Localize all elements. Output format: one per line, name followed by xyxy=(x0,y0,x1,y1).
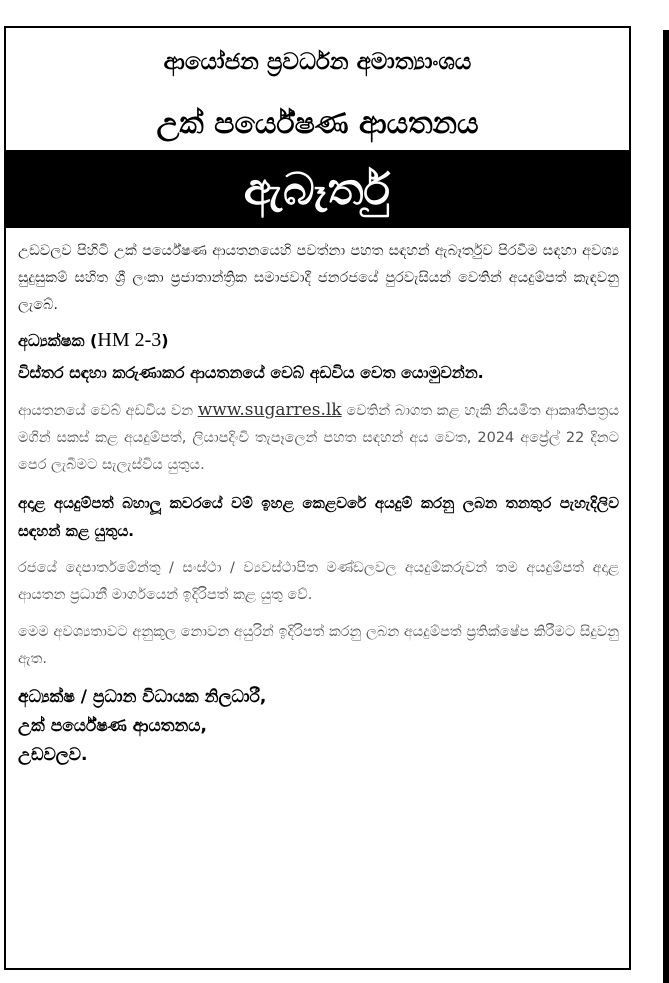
post-title xyxy=(18,329,619,352)
rejection-note: මෙම අවශ්‍යතාවට අනුකූල නොවන අයුරින් ඉදිරිපත් කරනු ලබන අයදුම්පත් ප්‍රතික්ෂේප කිරීමට සිදුවනු ඇත. xyxy=(18,624,619,667)
page-edge xyxy=(659,0,669,983)
envelope-note: අදාළ අයදුම්පත් බහාලූ කවරයේ වම් ඉහළ කෙළවරේ අයදුම් කරනු ලබන තනතුර පැහැදිලිව සඳහන් කළ යුතුය. xyxy=(18,494,619,540)
advertisement-frame xyxy=(4,26,631,970)
post-name: අධ්‍යක්ෂක ( xyxy=(18,331,98,350)
details-note: විස්තර සඳහා කරුණාකර ආයතනයේ වෙබ් අඩවිය වෙත යොමුවන්න. xyxy=(18,363,484,382)
government-applicants-note: රජයේ දෙපාර්තමේන්තු / සංස්ථා / ව්‍යවස්ථාපිත මණ්ඩලවල අයදුම්කරුවන් තම අයදුම්පත් අදාළ ආයතන ප්‍රධානී මාර්ගයෙන් ඉදිරිපත් කළ යුතු වේ. xyxy=(18,560,619,603)
application-paragraph xyxy=(18,397,619,479)
advert-body xyxy=(6,228,629,770)
vacancies-banner: ඇබෑර්තු xyxy=(6,150,629,228)
website-link[interactable]: www.sugarres.lk xyxy=(197,400,342,420)
edge-bar xyxy=(663,30,669,983)
institute-name: උක් පර්යේෂණ ආයතනය xyxy=(156,105,479,141)
post-grade-code: HM 2-3 xyxy=(97,329,162,351)
post-close: ) xyxy=(161,331,169,350)
ministry-name: ආයෝජන ප්‍රවර්ධන අමාත්‍යාංශය xyxy=(163,49,472,75)
signature-title: අධ්‍යක්ෂ / ප්‍රධාන විධායක නිලධාරී, xyxy=(18,687,267,707)
signature-block xyxy=(18,683,619,770)
signature-institute: උක් පර්යේෂණ ආයතනය, xyxy=(18,716,207,736)
application-text-before: ආයතනයේ වෙබ් අඩවිය වන xyxy=(18,403,198,419)
signature-location: උඩවලව. xyxy=(18,745,88,765)
intro-paragraph: උඩවලව පිහිටි උක් පර්යේෂණ ආයතනයෙහි පවත්නා පහත සඳහන් ඇබෑර්තුව පිරවීම සඳහා අවශ්‍ය සුදුසුකම් සහිත ශ්‍රී ලංකා ප්‍රජාතාන්ත්‍රික සමාජවාදී ජනරජයේ පුරවැසියන් වෙතින් අයදුම්පත් කැඳවනු ලැබේ. xyxy=(18,243,619,313)
application-text-after: වෙතින් බාගත කළ හැකි නියමිත ආකෘතිපත්‍රය මගින් සකස් කළ අයදුම්පත්, ලියාපදිංචි තැපෑලෙන් පහත සඳහන් අය වෙත, 2024 අප්‍රේල් 22 දිනට පෙර ලැබීමට සැලැස්විය යුතුය. xyxy=(18,403,619,473)
